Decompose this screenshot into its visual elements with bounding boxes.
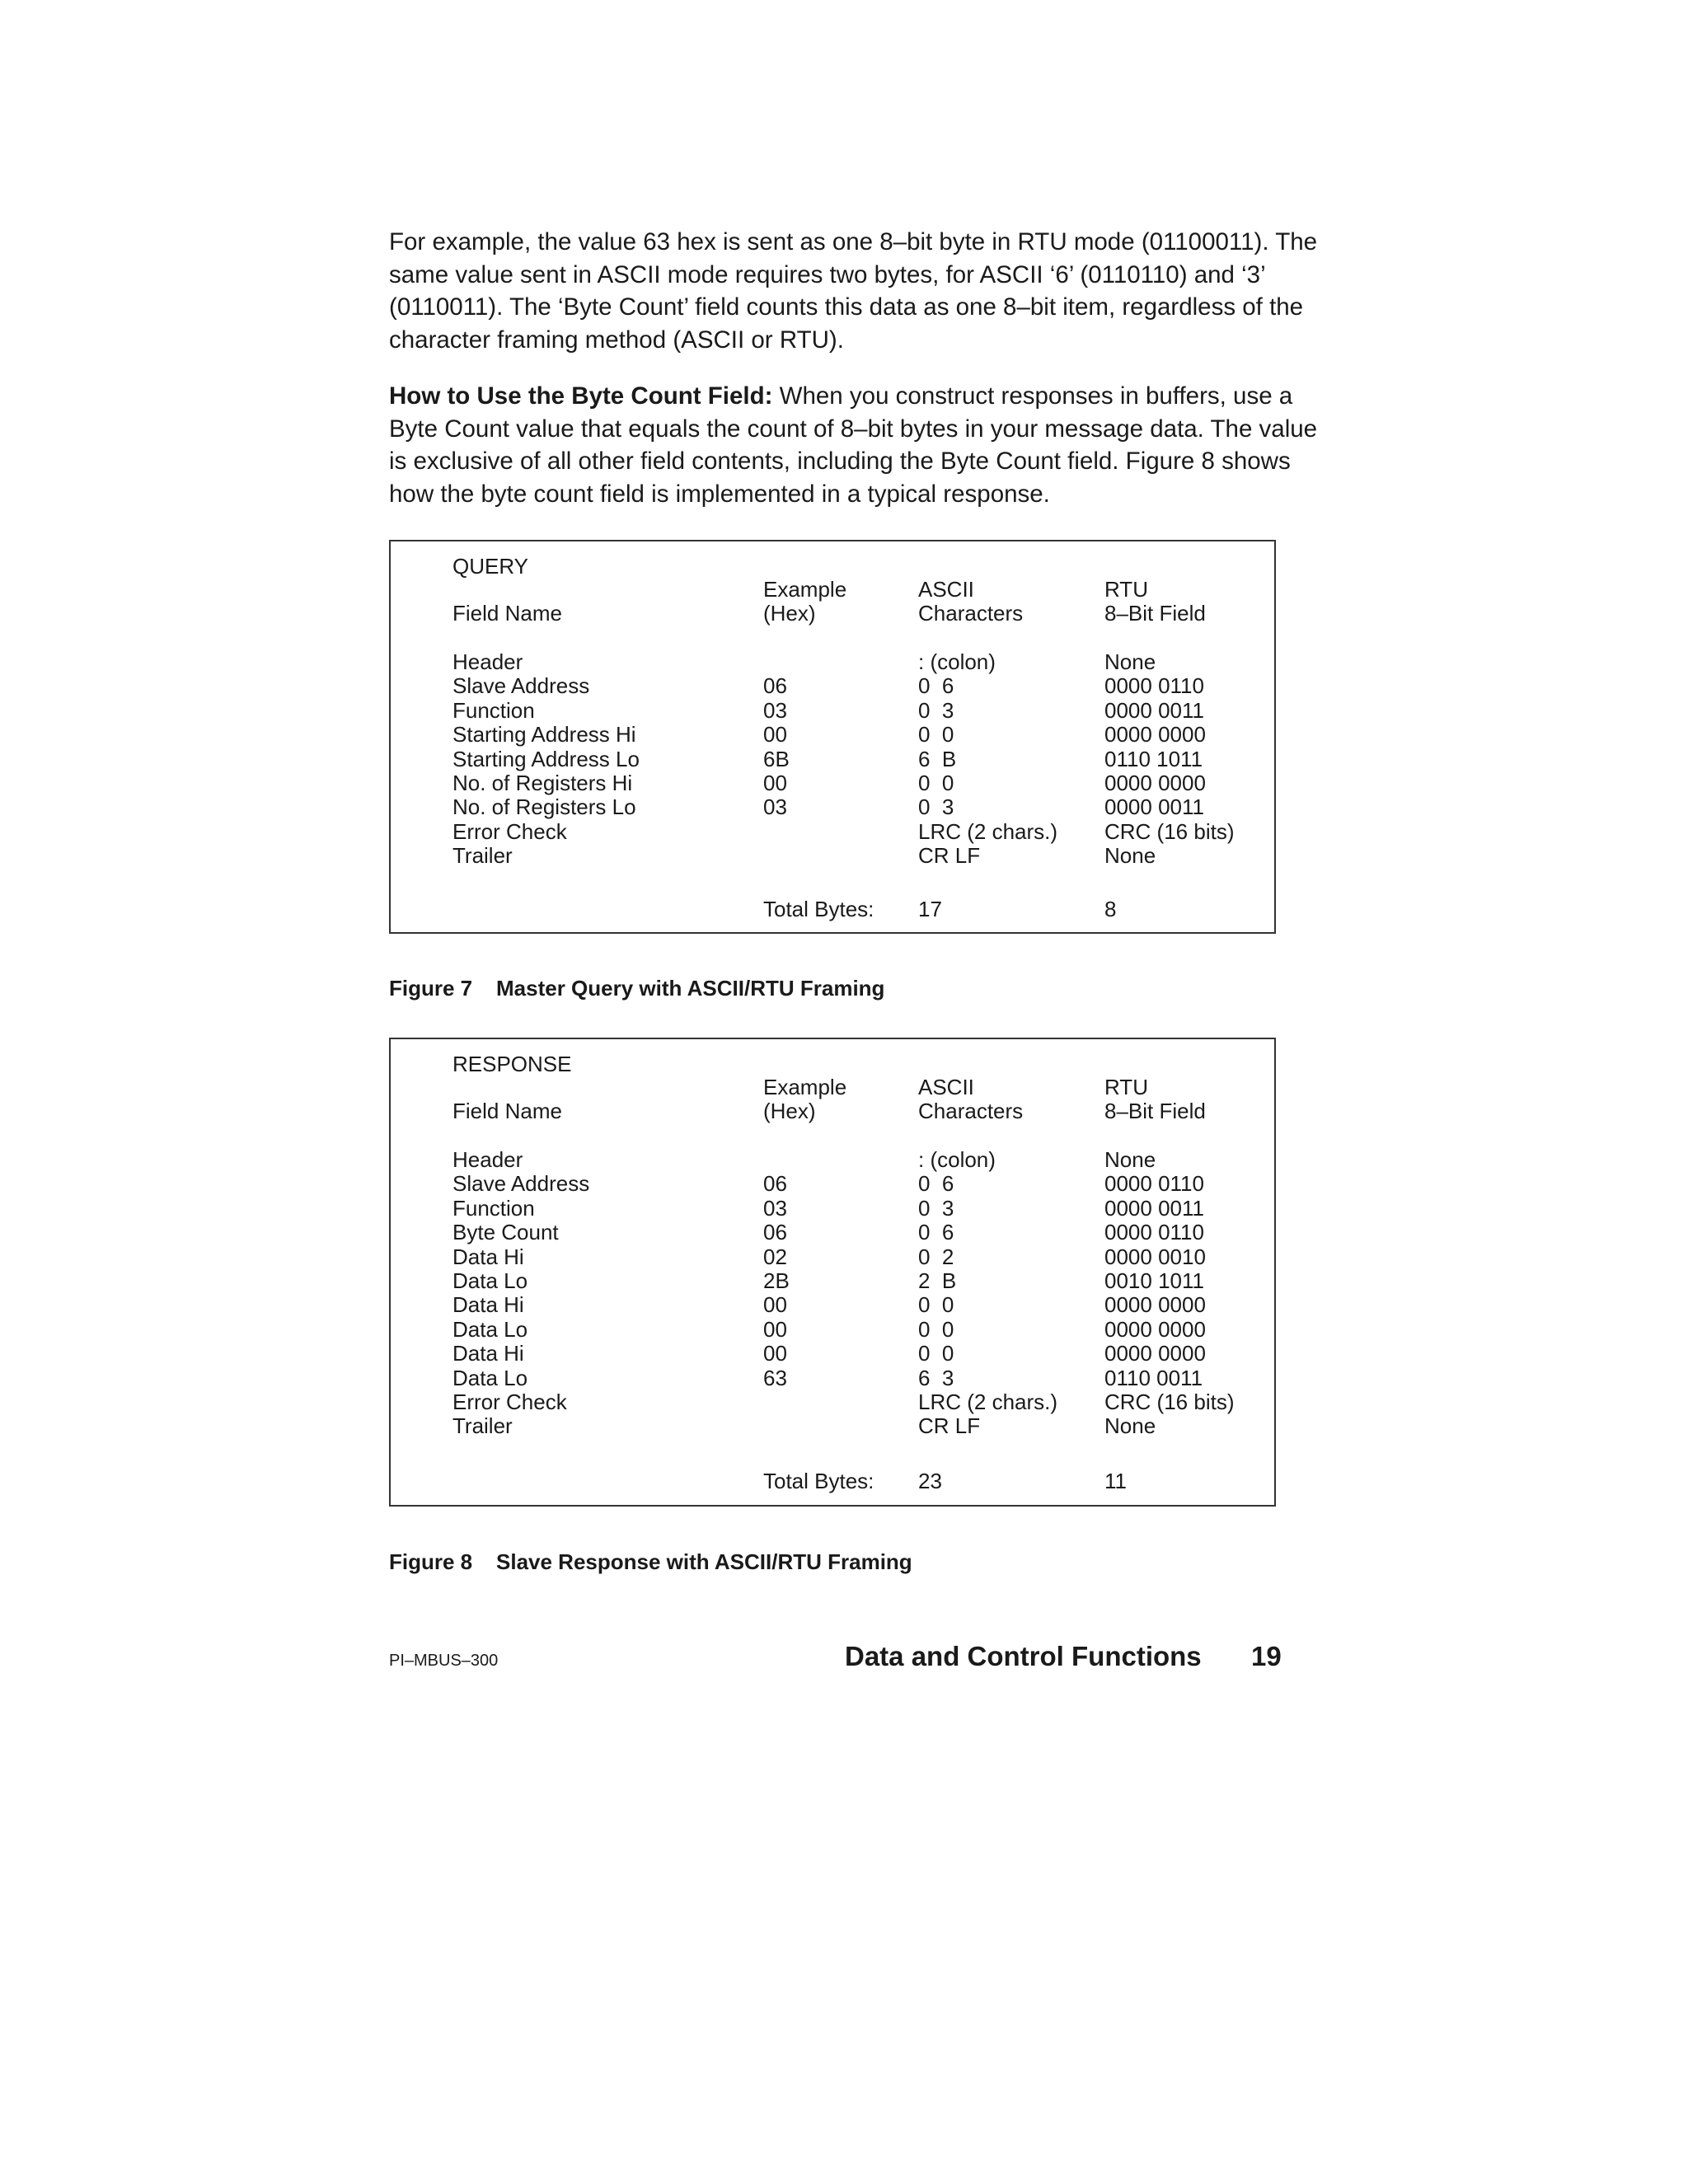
cell-field-name: Error Check (452, 1389, 567, 1414)
table-row (391, 1390, 1274, 1414)
cell-rtu: 0000 0000 (1104, 770, 1206, 795)
cell-field-name: Function (452, 1195, 535, 1221)
run-in-heading: How to Use the Byte Count Field: (389, 382, 773, 410)
intro-paragraph: For example, the value 63 hex is sent as one 8–bit byte in RTU mode (01100011). The same value sent in ASCII mode requires two bytes, for ASCII ‘6’ (0110110) and ‘3’ (0110011). The ‘Byte Count’ field counts this data as one 8–bit item, regardless of the character framing method (ASCII or RTU). (389, 228, 1318, 354)
cell-ascii: 0 0 (918, 722, 954, 748)
total-label: Total Bytes: (763, 897, 874, 921)
cell-rtu: None (1104, 843, 1156, 869)
header-characters: Characters (918, 601, 1024, 626)
cell-field-name: Data Hi (452, 1244, 524, 1269)
cell-ascii: 0 0 (918, 1341, 954, 1366)
table-row (391, 748, 1274, 771)
cell-hex: 00 (763, 722, 787, 748)
cell-ascii: 0 6 (918, 1171, 954, 1197)
cell-field-name: Slave Address (452, 1171, 590, 1197)
table-row (391, 771, 1274, 795)
header-rtu: RTU (1104, 577, 1148, 602)
total-ascii: 23 (918, 1469, 942, 1493)
header-hex: (Hex) (763, 601, 816, 626)
cell-hex: 00 (763, 1292, 787, 1318)
total-ascii: 17 (918, 897, 942, 921)
table-row (391, 1148, 1274, 1172)
table-row (391, 1221, 1274, 1244)
cell-field-name: Starting Address Hi (452, 722, 636, 748)
cell-field-name: Slave Address (452, 673, 590, 699)
table-row (391, 844, 1274, 868)
total-rtu: 8 (1104, 897, 1117, 921)
header-example: Example (763, 577, 847, 602)
table-row (391, 820, 1274, 844)
response-title: RESPONSE (452, 1052, 572, 1076)
cell-rtu: None (1104, 1413, 1156, 1439)
cell-hex: 03 (763, 697, 787, 723)
cell-ascii: LRC (2 chars.) (918, 818, 1058, 844)
cell-ascii: : (colon) (918, 1147, 996, 1172)
cell-ascii: 2 B (918, 1268, 957, 1293)
cell-field-name: Header (452, 1147, 523, 1172)
header-example: Example (763, 1075, 847, 1099)
table-row (391, 1293, 1274, 1317)
cell-hex: 00 (763, 770, 787, 795)
header-rtu: RTU (1104, 1075, 1148, 1099)
cell-field-name: No. of Registers Hi (452, 770, 633, 795)
cell-hex: 02 (763, 1244, 787, 1269)
cell-rtu: 0000 0000 (1104, 1341, 1206, 1366)
cell-field-name: No. of Registers Lo (452, 794, 636, 820)
cell-rtu: 0000 0011 (1104, 697, 1204, 723)
cell-rtu: 0000 0011 (1104, 1195, 1204, 1221)
cell-hex: 2B (763, 1268, 790, 1293)
cell-ascii: LRC (2 chars.) (918, 1389, 1058, 1414)
cell-rtu: 0010 1011 (1104, 1268, 1204, 1293)
table-row (391, 1245, 1274, 1269)
cell-ascii: 0 3 (918, 697, 954, 723)
cell-ascii: 0 0 (918, 1292, 954, 1318)
cell-rtu: 0000 0110 (1104, 1171, 1204, 1197)
cell-rtu: CRC (16 bits) (1104, 1389, 1235, 1414)
cell-field-name: Starting Address Lo (452, 746, 640, 771)
header-ascii: ASCII (918, 577, 974, 602)
cell-hex: 6B (763, 746, 790, 771)
figure-7-caption (389, 976, 884, 1001)
header-hex: (Hex) (763, 1099, 816, 1123)
query-title: QUERY (452, 554, 528, 579)
table-row (391, 674, 1274, 698)
cell-ascii: : (colon) (918, 649, 996, 674)
cell-ascii: 0 6 (918, 673, 954, 699)
cell-field-name: Data Hi (452, 1341, 524, 1366)
cell-field-name: Data Lo (452, 1365, 528, 1390)
caption-number: Figure 8 (389, 1549, 473, 1574)
query-rows (391, 650, 1274, 869)
cell-field-name: Function (452, 697, 535, 723)
cell-ascii: 6 B (918, 746, 957, 771)
cell-hex: 03 (763, 1195, 787, 1221)
cell-ascii: 0 3 (918, 794, 954, 820)
caption-text: Master Query with ASCII/RTU Framing (496, 976, 885, 1001)
table-row (391, 650, 1274, 674)
cell-hex: 63 (763, 1365, 787, 1390)
header-field-name: Field Name (452, 601, 562, 626)
cell-rtu: 0000 0010 (1104, 1244, 1206, 1269)
response-total (391, 1469, 1274, 1493)
cell-hex: 06 (763, 673, 787, 699)
cell-hex: 03 (763, 794, 787, 820)
cell-rtu: None (1104, 1147, 1156, 1172)
table-row (391, 795, 1274, 819)
cell-ascii: CR LF (918, 1413, 981, 1439)
cell-ascii: 0 0 (918, 1316, 954, 1342)
cell-field-name: Error Check (452, 818, 567, 844)
footer-page-number: 19 (1251, 1641, 1282, 1671)
cell-rtu: 0000 0011 (1104, 794, 1204, 820)
cell-ascii: 0 3 (918, 1195, 954, 1221)
table-row (391, 1366, 1274, 1390)
cell-rtu: 0000 0000 (1104, 1316, 1206, 1342)
cell-ascii: 6 3 (918, 1365, 954, 1390)
query-total (391, 897, 1274, 921)
cell-ascii: 0 2 (918, 1244, 954, 1269)
table-row (391, 1269, 1274, 1293)
byte-count-paragraph (389, 380, 1320, 510)
cell-ascii: 0 0 (918, 770, 954, 795)
figure-8-box (389, 1038, 1276, 1507)
table-row (391, 699, 1274, 723)
cell-rtu: 0000 0110 (1104, 1220, 1204, 1245)
cell-rtu: 0110 0011 (1104, 1365, 1203, 1390)
cell-rtu: 0000 0110 (1104, 673, 1204, 699)
cell-rtu: 0000 0000 (1104, 722, 1206, 748)
cell-ascii: 0 6 (918, 1220, 954, 1245)
cell-hex: 06 (763, 1171, 787, 1197)
header-8bit-field: 8–Bit Field (1104, 1099, 1206, 1123)
table-row (391, 1342, 1274, 1366)
header-field-name: Field Name (452, 1099, 562, 1123)
cell-hex: 00 (763, 1341, 787, 1366)
header-ascii: ASCII (918, 1075, 974, 1099)
table-row (391, 1318, 1274, 1342)
cell-field-name: Trailer (452, 843, 513, 869)
table-row (391, 1172, 1274, 1196)
table-row (391, 1414, 1274, 1438)
cell-ascii: CR LF (918, 843, 981, 869)
cell-rtu: None (1104, 649, 1156, 674)
cell-hex: 06 (763, 1220, 787, 1245)
cell-field-name: Data Lo (452, 1316, 528, 1342)
figure-8-caption (389, 1549, 912, 1574)
cell-hex: 00 (763, 1316, 787, 1342)
header-8bit-field: 8–Bit Field (1104, 601, 1206, 626)
footer-doc-id: PI–MBUS–300 (389, 1652, 499, 1670)
cell-field-name: Trailer (452, 1413, 513, 1439)
total-label: Total Bytes: (763, 1469, 874, 1493)
total-rtu: 11 (1104, 1469, 1127, 1493)
table-row (391, 723, 1274, 747)
table-row (391, 1197, 1274, 1221)
caption-text: Slave Response with ASCII/RTU Framing (496, 1549, 912, 1574)
cell-rtu: CRC (16 bits) (1104, 818, 1235, 844)
header-characters: Characters (918, 1099, 1024, 1123)
paragraph-body: When you construct responses in buffers, use a Byte Count value that equals the count of 8–bit bytes in your message data. The value is exclusive of all other field contents, including the Byte Count field. Figure 8 shows how the byte count field is implemented in a typical response. (389, 382, 1318, 508)
cell-field-name: Data Lo (452, 1268, 528, 1293)
footer-section-title: Data and Control Functions (845, 1641, 1202, 1671)
cell-field-name: Byte Count (452, 1220, 559, 1245)
cell-field-name: Header (452, 649, 523, 674)
cell-field-name: Data Hi (452, 1292, 524, 1318)
figure-7-box (389, 540, 1276, 934)
cell-rtu: 0000 0000 (1104, 1292, 1206, 1318)
cell-rtu: 0110 1011 (1104, 746, 1203, 771)
caption-number: Figure 7 (389, 976, 473, 1001)
response-rows (391, 1148, 1274, 1439)
